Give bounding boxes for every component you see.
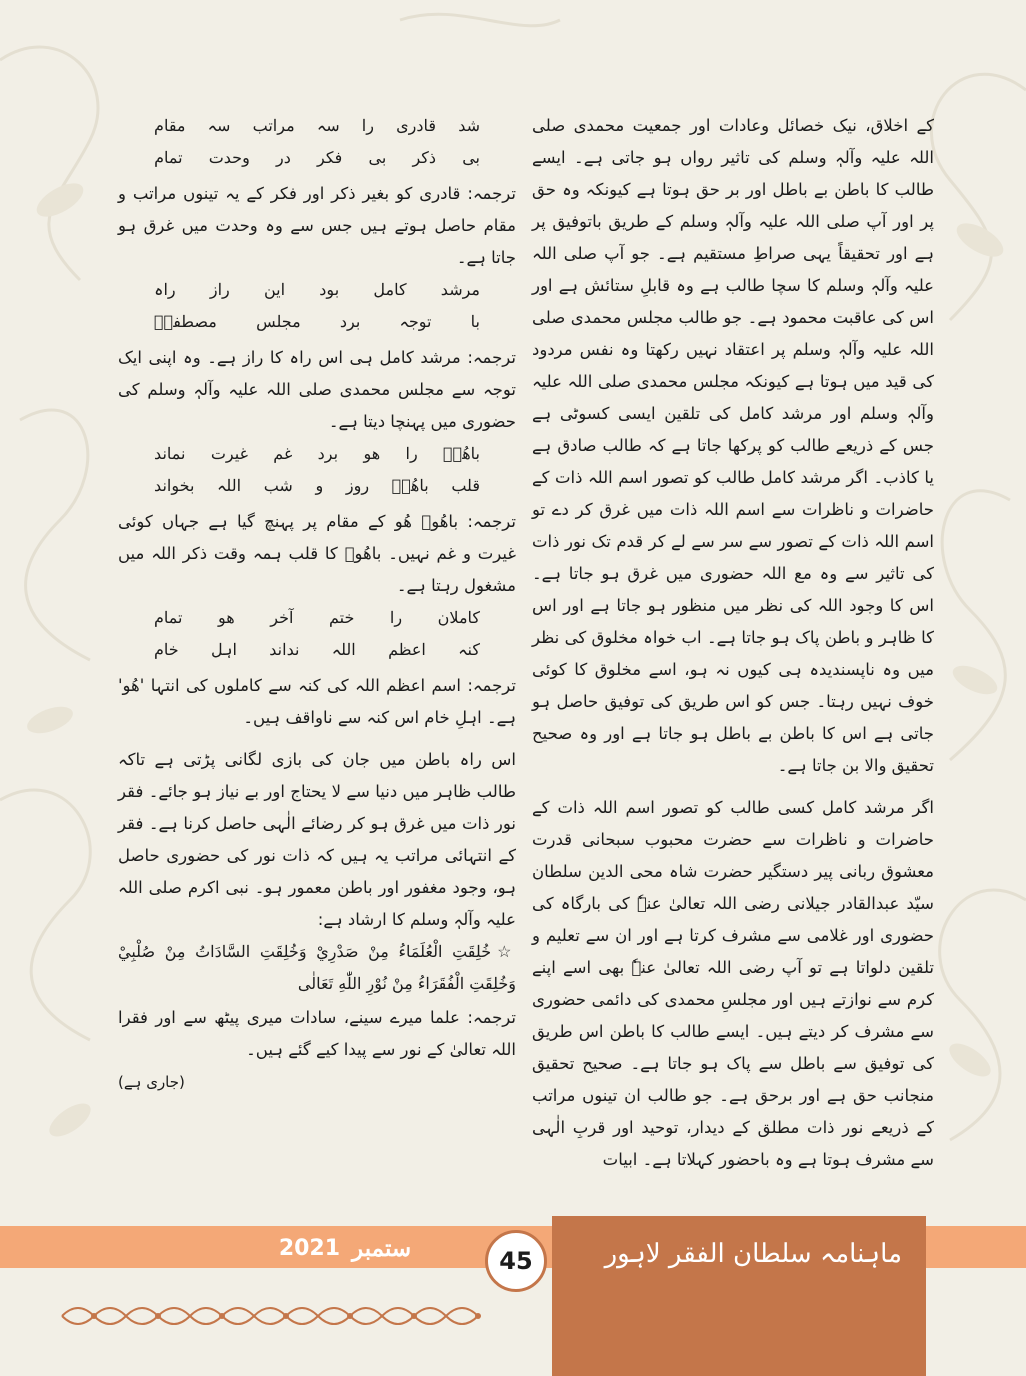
verse-translation: ترجمہ: مرشد کامل ہی اس راہ کا راز ہے۔ وہ اپنی ایک توجہ سے مجلس محمدی صلی اللہ علیہ وآلہٖ وسلم کی حضوری میں پہنچا دیتا ہے۔ [118, 348, 516, 431]
magazine-title: ماہنامہ سلطان الفقر لاہور [604, 1239, 902, 1269]
magazine-title-block [552, 1216, 926, 1376]
verse-word: راہ [154, 280, 176, 299]
verse-word: خام [154, 640, 179, 659]
verse-word: کامل [373, 280, 407, 299]
verse-word: قادری [396, 116, 437, 135]
verse-word: ھو [218, 608, 235, 627]
verse-word: برد [339, 312, 361, 331]
verse-translation: ترجمہ: اسم اعظم اللہ کی کنہ سے کاملوں کی انتہا 'ھُو' ہے۔ اہلِ خام اس کنہ سے ناواقف ہیں۔ [118, 676, 516, 727]
article-paragraph: اگر مرشد کامل کسی طالب کو تصور اسم اللہ ذات کے حاضرات و ناظرات سے حضرت محبوب سبحانی قدرت معشوق ربانی پیر دستگیر حضرت شاہ محی الدین سلطان سیّد عبدالقادر جیلانی رضی اللہ تعالیٰ عنہٗ کی بارگاہ کی حضوری اور غلامی سے مشرف کرتا ہے اور ان سے تعلیم و تلقین دلواتا ہے تو آپ رضی اللہ تعالیٰ عنہٗ بھی اسے اپنے کرم سے نوازتے ہیں اور مجلسِ محمدی کی دائمی حضوری سے مشرف کر دیتے ہیں۔ ایسے طالب کا باطن اس طریق کی توفیق سے باطل سے پاک ہو جاتا ہے۔ صحیح تحقیق منجانب حق ہے اور برحق ہے۔ جو طالب ان تینوں مراتب کے ذریعے نور ذات مطلق کے دیدار، توحید اور قربِ الٰہی سے مشرف ہوتا ہے وہ باحضور کہلاتا ہے۔ ابیات [532, 798, 934, 1169]
verse-word: تمام [154, 608, 183, 627]
verse-line [118, 142, 516, 174]
verse-word: کاملان [437, 608, 480, 627]
verse-word: مرشد [440, 280, 480, 299]
verse-word: مراتب [252, 116, 295, 135]
verse-word: اللہ [217, 476, 242, 495]
verse-word: باھُوؒ [391, 476, 429, 495]
verse-line [118, 110, 516, 142]
verse-line [118, 438, 516, 470]
verse-word: سہ [316, 116, 340, 135]
verse-word: و [315, 476, 324, 495]
verse-word: این [263, 280, 286, 299]
hadith-translation: ترجمہ: علما میرے سینے، سادات میری پیٹھ سے اور فقرا اللہ تعالیٰ کے نور سے پیدا کیے گئے ہیں۔ [118, 1008, 516, 1059]
verse-word: مجلس [256, 312, 301, 331]
verse-word: کنہ [458, 640, 480, 659]
verse-word: وحدت [208, 148, 250, 167]
issue-year: 2021 [278, 1235, 341, 1261]
issue-month: ستمبر [352, 1234, 412, 1262]
verse-word: بی [368, 148, 387, 167]
issue-date [250, 1229, 440, 1267]
verse-word: مقام [154, 116, 186, 135]
verse-translation: ترجمہ: باھُوؒ ھُو کے مقام پر پہنچ گیا ہے جہاں کوئی غیرت و غم نہیں۔ باھُوؒ کا قلب ہمہ وقت ذکر اللہ میں مشغول رہتا ہے۔ [118, 512, 516, 595]
verse-word: شد [458, 116, 480, 135]
verse-word: روز [345, 476, 370, 495]
persian-verse [118, 602, 516, 666]
hadith-arabic: خُلِقَتِ الْعُلَمَاءُ مِنْ صَدْرِيْ وَخُلِقَتِ السَّادَاتُ مِنْ صُلْبِيْ وَخُلِقَتِ الْفُقَرَاءُ مِنْ نُوْرِ اللّٰهِ تَعَالٰى [118, 942, 516, 993]
verse-word: مصطفیؐ [154, 312, 217, 331]
verse-word: آخر [270, 608, 294, 627]
verse-line [118, 274, 516, 306]
verse-word: اعظم [388, 640, 426, 659]
verse-word: نماند [154, 444, 186, 463]
article-paragraph: اس راہ باطن میں جان کی بازی لگانی پڑتی ہے تاکہ طالب ظاہر میں دنیا سے لا یحتاج اور بے نیاز ہو جائے۔ فقر نور ذات میں غرق ہو کر رضائے الٰہی حاصل کرنا ہے۔ فقر کے انتہائی مراتب یہ ہیں کہ ذات نور کی حضوری حاصل ہو، وجود مغفور اور باطن معمور ہو۔ نبی اکرم صلی اللہ علیہ وآلہٖ وسلم کا ارشاد ہے: [118, 750, 516, 929]
verse-word: را [405, 444, 418, 463]
page-number: 45 [485, 1230, 547, 1292]
verse-word: باھُوؒ [443, 444, 480, 463]
verse-word: غم [273, 444, 293, 463]
hadith-text [118, 936, 516, 1000]
verse-line [118, 470, 516, 502]
verse-word: در [275, 148, 291, 167]
verse-word: بود [319, 280, 340, 299]
persian-verse [118, 438, 516, 502]
continued-note: (جاری ہے) [118, 1073, 185, 1091]
verse-word: تمام [154, 148, 183, 167]
verse-line [118, 306, 516, 338]
verse-word: ذکر [412, 148, 437, 167]
persian-verse [118, 110, 516, 174]
verse-word: را [361, 116, 374, 135]
persian-verse [118, 274, 516, 338]
verse-word: قلب [451, 476, 480, 495]
verse-word: ختم [329, 608, 355, 627]
verse-word: را [389, 608, 403, 627]
verse-word: توجہ [399, 312, 432, 331]
verse-word: فکر [317, 148, 343, 167]
verse-word: راز [209, 280, 230, 299]
verse-word: غیرت [210, 444, 248, 463]
verse-translation: ترجمہ: قادری کو بغیر ذکر اور فکر کے یہ تینوں مراتب و مقام حاصل ہوتے ہیں جس سے وہ وحدت میں غرق ہو جاتا ہے۔ [118, 184, 516, 267]
verse-word: سہ [207, 116, 231, 135]
verse-word: با [470, 312, 480, 331]
verse-word: نداند [269, 640, 300, 659]
verse-line [118, 634, 516, 666]
star-icon: ☆ [497, 942, 516, 961]
article-paragraph: کے اخلاق، نیک خصائل وعادات اور جمعیت محمدی صلی اللہ علیہ وآلہٖ وسلم کی تاثیر رواں ہو جاتی ہے۔ ایسے طالب کا باطن بے باطل اور بر حق ہوتا ہے کیونکہ وہ حق پر اور آپ صلی اللہ علیہ وآلہٖ وسلم کے طریق باتوفیق پر ہے اور تحقیقاً یہی صراطِ مستقیم ہے۔ جو آپ صلی اللہ علیہ وآلہٖ وسلم کا سچا طالب ہے وہ قابلِ ستائش ہے اور اس کی عاقبت محمود ہے۔ جو طالب مجلس محمدی صلی اللہ علیہ وآلہٖ وسلم پر اعتقاد نہیں رکھتا وہ نفس مردود کی قید میں ہوتا ہے کیونکہ مجلس محمدی صلی اللہ علیہ وآلہٖ وسلم اور مرشد کامل کی تلقین ایسی کسوٹی ہے جس کے ذریعے طالب کو پرکھا جاتا ہے کہ طالب صادق ہے یا کاذب۔ اگر مرشد کامل طالب کو تصور اسم اللہ ذات کے حاضرات و ناظرات سے اسم اللہ ذات میں غرق کر دے تو اسم اللہ ذات کے تصور سے سر سے لے کر قدم تک نور ذات کی تاثیر سے وہ مع اللہ حضوری میں غرق ہو جاتا ہے۔ اس کا وجود اللہ کی نظر میں منظور ہو جاتا ہے اور اس کا ظاہر و باطن پاک ہو جاتا ہے۔ اب خواہ مخلوق کی نظر میں وہ ناپسندیدہ ہی کیوں نہ ہو، اسے مخلوق کا کوئی خوف نہیں رہتا۔ جس کو اس طریق کی توفیق حاصل ہو جاتی ہے اس کا باطن بے باطل ہو جاتا ہے اور وہ صحیح تحقیق والا بن جاتا ہے۔ [532, 116, 934, 775]
verse-word: اللہ [331, 640, 356, 659]
verse-word: بی [462, 148, 480, 167]
right-column [532, 110, 934, 1176]
left-column [118, 110, 516, 1098]
verse-word: اہل [211, 640, 237, 659]
decorative-border-ornament [58, 1296, 492, 1336]
verse-word: شب [263, 476, 293, 495]
verse-line [118, 602, 516, 634]
verse-word: برد [317, 444, 339, 463]
verse-word: ھو [363, 444, 381, 463]
verse-word: بخواند [154, 476, 195, 495]
